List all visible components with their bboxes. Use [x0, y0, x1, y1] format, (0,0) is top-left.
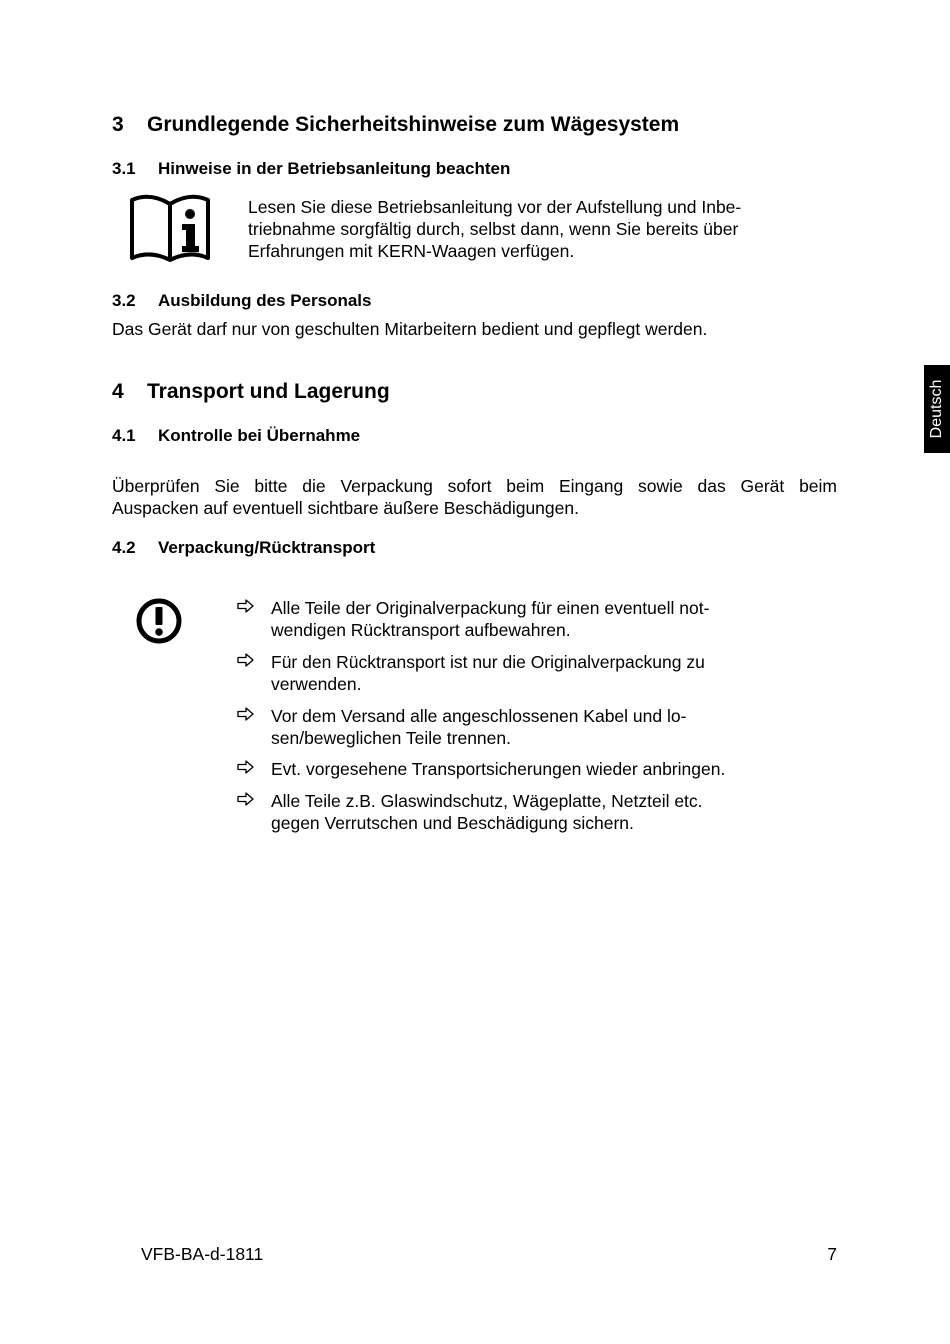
inspection-text [112, 475, 837, 519]
section-4-heading [112, 380, 812, 408]
language-tab-label: Deutsch [928, 379, 945, 439]
subsection-title: Ausbildung des Personals [158, 291, 372, 310]
arrow-right-icon [237, 653, 255, 667]
text-line: Alle Teile z.B. Glaswindschutz, Wägeplatte, Netzteil etc. [271, 791, 703, 811]
personnel-text [112, 318, 842, 340]
text-line: Das Gerät darf nur von geschulten Mitarbeitern bedient und gepflegt werden. [112, 319, 708, 339]
list-item [237, 705, 797, 749]
section-number: 4 [112, 380, 124, 403]
subsection-4-2-heading [112, 538, 812, 560]
text-line: sen/beweglichen Teile trennen. [271, 728, 511, 748]
text-line: Erfahrungen mit KERN-Waagen verfügen. [248, 241, 575, 261]
arrow-right-icon [237, 599, 255, 613]
footer-doc-id: VFB-BA-d-1811 [141, 1244, 264, 1264]
subsection-4-1-heading [112, 426, 812, 448]
warning-exclamation-icon [134, 596, 184, 646]
arrow-right-icon [237, 707, 255, 721]
language-tab [924, 365, 950, 453]
page-number: 7 [827, 1244, 837, 1264]
list-item [237, 758, 797, 780]
subsection-number: 3.2 [112, 291, 136, 310]
section-number: 3 [112, 113, 124, 136]
text-line: Alle Teile der Originalverpackung für einen eventuell not- [271, 598, 710, 618]
arrow-right-icon [237, 760, 255, 774]
text-line: Lesen Sie diese Betriebsanleitung vor der Aufstellung und Inbe- [248, 197, 742, 217]
subsection-3-2-heading [112, 291, 812, 313]
section-title: Transport und Lagerung [147, 380, 390, 403]
subsection-title: Kontrolle bei Übernahme [158, 426, 361, 445]
manual-info-icon [128, 194, 212, 262]
subsection-number: 4.2 [112, 538, 136, 557]
text-line: Für den Rücktransport ist nur die Originalverpackung zu [271, 652, 705, 672]
text-line: triebnahme sorgfältig durch, selbst dann, wenn Sie bereits über [248, 219, 739, 239]
text-line: Vor dem Versand alle angeschlossenen Kabel und lo- [271, 706, 687, 726]
subsection-title: Verpackung/Rücktransport [158, 538, 376, 557]
text-line: Überprüfen Sie bitte die Verpackung sofort beim Eingang sowie das Gerät beim [112, 476, 837, 496]
list-item [237, 790, 797, 834]
text-line: verwenden. [271, 674, 362, 694]
subsection-number: 4.1 [112, 426, 136, 445]
arrow-right-icon [237, 792, 255, 806]
text-line: wendigen Rücktransport aufbewahren. [271, 620, 571, 640]
list-item [237, 651, 797, 695]
text-line: gegen Verrutschen und Beschädigung sichern. [271, 813, 634, 833]
section-title: Grundlegende Sicherheitshinweise zum Wägesystem [147, 113, 680, 136]
manual-note-text [248, 196, 808, 262]
subsection-number: 3.1 [112, 159, 136, 178]
text-line: Evt. vorgesehene Transportsicherungen wieder anbringen. [271, 759, 726, 779]
text-line: Auspacken auf eventuell sichtbare äußere Beschädigungen. [112, 498, 579, 518]
subsection-3-1-heading [112, 159, 812, 181]
list-item [237, 597, 797, 641]
section-3-heading [112, 113, 812, 141]
subsection-title: Hinweise in der Betriebsanleitung beachten [158, 159, 511, 178]
